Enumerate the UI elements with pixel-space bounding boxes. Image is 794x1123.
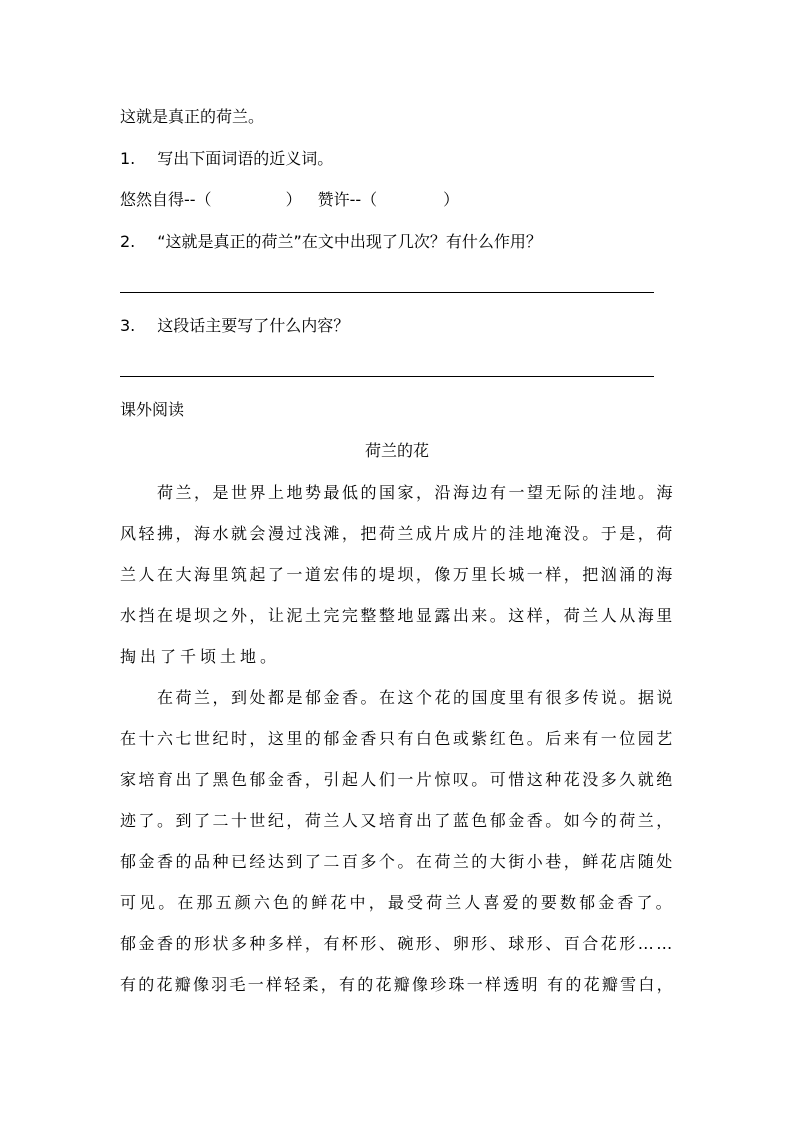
paragraph-1-line-3: 兰人在大海里筑起了一道宏伟的堤坝，像万里长城一样，把汹涌的海	[120, 565, 675, 584]
paragraph-2-line-6: 可见。在那五颜六色的鲜花中，最受荷兰人喜爱的要数郁金香了。	[120, 893, 675, 912]
synonym-close-2: ）	[443, 190, 460, 209]
paragraph-1-line-4: 水挡在堤坝之外，让泥土完完整整地显露出来。这样，荷兰人从海里	[120, 606, 675, 625]
question-3	[120, 316, 349, 336]
question-2-number: 2.	[120, 232, 136, 251]
question-3-text: 这段话主要写了什么内容？	[157, 316, 350, 335]
question-1-text: 写出下面词语的近义词。	[157, 149, 334, 168]
answer-line-2[interactable]	[120, 292, 654, 293]
reading-title: 荷兰的花	[364, 441, 429, 460]
intro-sentence: 这就是真正的荷兰。	[120, 107, 265, 126]
synonym-word-2: 赞许--（	[317, 190, 378, 209]
paragraph-1-line-2: 风轻拂，海水就会漫过浅滩，把荷兰成片成片的洼地淹没。于是，荷	[120, 524, 675, 543]
paragraph-2-line-7: 郁金香的形状多种多样，有杯形、碗形、卵形、球形、百合花形……	[120, 934, 675, 953]
synonym-close-1: ）	[285, 190, 302, 209]
paragraph-2-line-8: 有的花瓣像羽毛一样轻柔，有的花瓣像珍珠一样透明 有的花瓣雪白，	[120, 975, 675, 994]
paragraph-1-line-1: 荷兰，是世界上地势最低的国家，沿海边有一望无际的洼地。海	[157, 483, 676, 502]
question-3-number: 3.	[120, 316, 136, 335]
question-1-number: 1.	[120, 149, 136, 168]
question-1	[120, 149, 333, 169]
answer-line-3[interactable]	[120, 376, 654, 377]
section-label: 课外阅读	[120, 400, 185, 419]
synonym-word-1: 悠然自得--（	[120, 190, 212, 209]
paragraph-2-line-2: 在十六七世纪时，这里的郁金香只有白色或紫红色。后来有一位园艺	[120, 729, 675, 748]
synonym-blanks	[120, 190, 459, 210]
question-2-text: “这就是真正的荷兰”在文中出现了几次？有什么作用？	[157, 232, 542, 251]
paragraph-2-line-3: 家培育出了黑色郁金香，引起人们一片惊叹。可惜这种花没多久就绝	[120, 770, 675, 789]
paragraph-2-line-5: 郁金香的品种已经达到了二百多个。在荷兰的大街小巷，鲜花店随处	[120, 852, 675, 871]
paragraph-2-line-4: 迹了。到了二十世纪，荷兰人又培育出了蓝色郁金香。如今的荷兰，	[120, 811, 675, 830]
paragraph-2-line-1: 在荷兰，到处都是郁金香。在这个花的国度里有很多传说。据说	[157, 688, 676, 707]
paragraph-1-line-5: 掏出了千顷土地。	[120, 647, 281, 666]
question-2	[120, 232, 542, 252]
